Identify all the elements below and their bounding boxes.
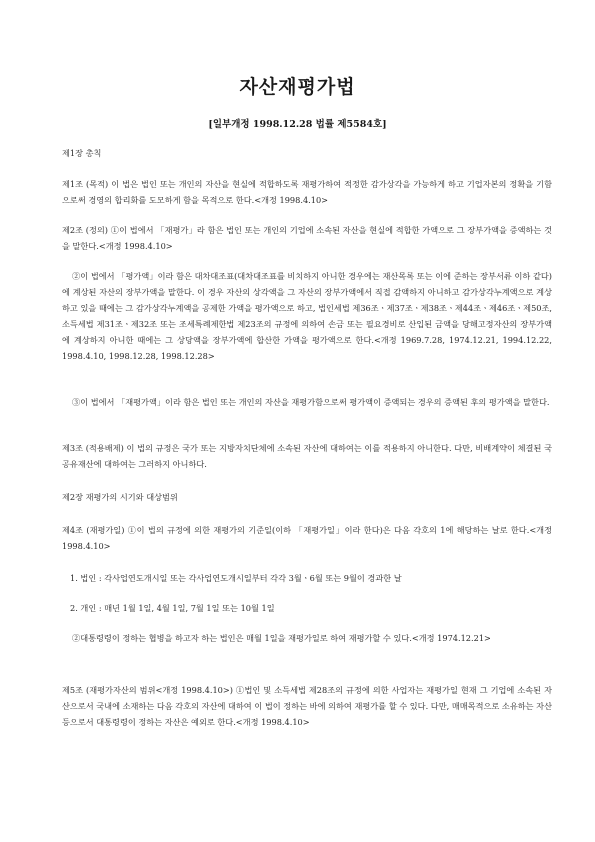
article-4-item-2: 2. 개인 : 매년 1월 1일, 4월 1일, 7월 1일 또는 10월 1일 [70,603,275,613]
article-2-para-2: ②이 법에서 「평가액」이라 함은 대차대조표(대차대조표를 비치하지 아니한 경우에는 재산목록 또는 이에 준하는 장부서류 이하 같다)에 계상된 자산의 장부가액을 말한다. 이 경우 자산의 상각액을 그 자산의 장부가액에서 직접 감액하지 아니하고 감가상각누계액으로 계상하고 있을 때에는 그 감가상각누계액을 공제한 가액을 평가액으로 하고, 법인세법 제36조ㆍ제37조ㆍ제38조ㆍ제44조ㆍ제46조ㆍ제50조, 소득세법 제31조ㆍ제32조 또는 조세특례제한법 제23조의 규정에 의하여 손금 또는 필요경비로 산입된 금액을 당해고정자산의 장부가액에 계상하지 아니한 때에는 그 상당액을 장부가액에 합산한 가액을 평가액으로 한다.<개정 1969.7.28, 1974.12.21, 1994.12.22, 1998.4.10, 1998.12.28, 1998.12.28> [62,271,552,361]
amendment-info: [일부개정 1998.12.28 법률 제5584호] [208,119,387,130]
article-4-item-1: 1. 법인 : 각사업연도개시일 또는 각사업연도개시일부터 각각 3월ㆍ6월 또는 9월이 경과한 날 [70,573,402,583]
chapter-2-heading: 제2장 재평가의 시기와 대상범위 [62,492,178,502]
article-4-para-2: ②대통령령이 정하는 협병을 하고자 하는 법인은 매월 1일을 재평가일로 하여 재평가할 수 있다.<개정 1974.12.21> [72,633,491,643]
document-title: 자산재평가법 [239,76,356,98]
chapter-1-heading: 제1장 총칙 [62,148,102,158]
article-3: 제3조 (적용배제) 이 법의 규정은 국가 또는 지방자치단체에 소속된 자산에 대하여는 이를 적용하지 아니한다. 다만, 비배계약이 체결된 국공유재산에 대하여는 그러하지 아니하다. [62,443,552,469]
article-5: 제5조 (재평가자산의 범위<개정 1998.4.10>) ①법인 및 소득세법 제28조의 규정에 의한 사업자는 재평가일 현재 그 기업에 소속된 자산으로서 국내에 소재하는 다음 각호의 자산에 대하여 이 법이 정하는 바에 의하여 재평가를 할 수 있다. 다만, 매매목적으로 소유하는 자산등으로서 대통령령이 정하는 자산은 예외로 한다.<개정 1998.4.10> [62,685,552,727]
article-2-para-3: ③이 법에서 「재평가액」이라 함은 법인 또는 개인의 자산을 재평가함으로써 평가액이 증액되는 경우의 증액된 후의 평가액을 말한다. [72,397,550,407]
article-4-para-1: 제4조 (재평가일) ①이 법의 규정에 의한 재평가의 기준일(이하 「재평가일」이라 한다)은 다음 각호의 1에 해당하는 날로 한다.<개정 1998.4.10> [62,525,552,551]
article-2-para-1: 제2조 (정의) ①이 법에서 「재평가」라 함은 법인 또는 개인의 기업에 소속된 자산을 현실에 적합한 가액으로 그 장부가액을 증액하는 것을 말한다.<개정 1998.4.10> [62,225,552,251]
article-1: 제1조 (목적) 이 법은 법인 또는 개인의 자산을 현실에 적합하도록 재평가하여 적정한 감가상각을 가능하게 하고 기업자본의 정확을 기함으로써 경영의 합리화를 도모하게 함을 목적으로 한다.<개정 1998.4.10> [62,179,552,205]
